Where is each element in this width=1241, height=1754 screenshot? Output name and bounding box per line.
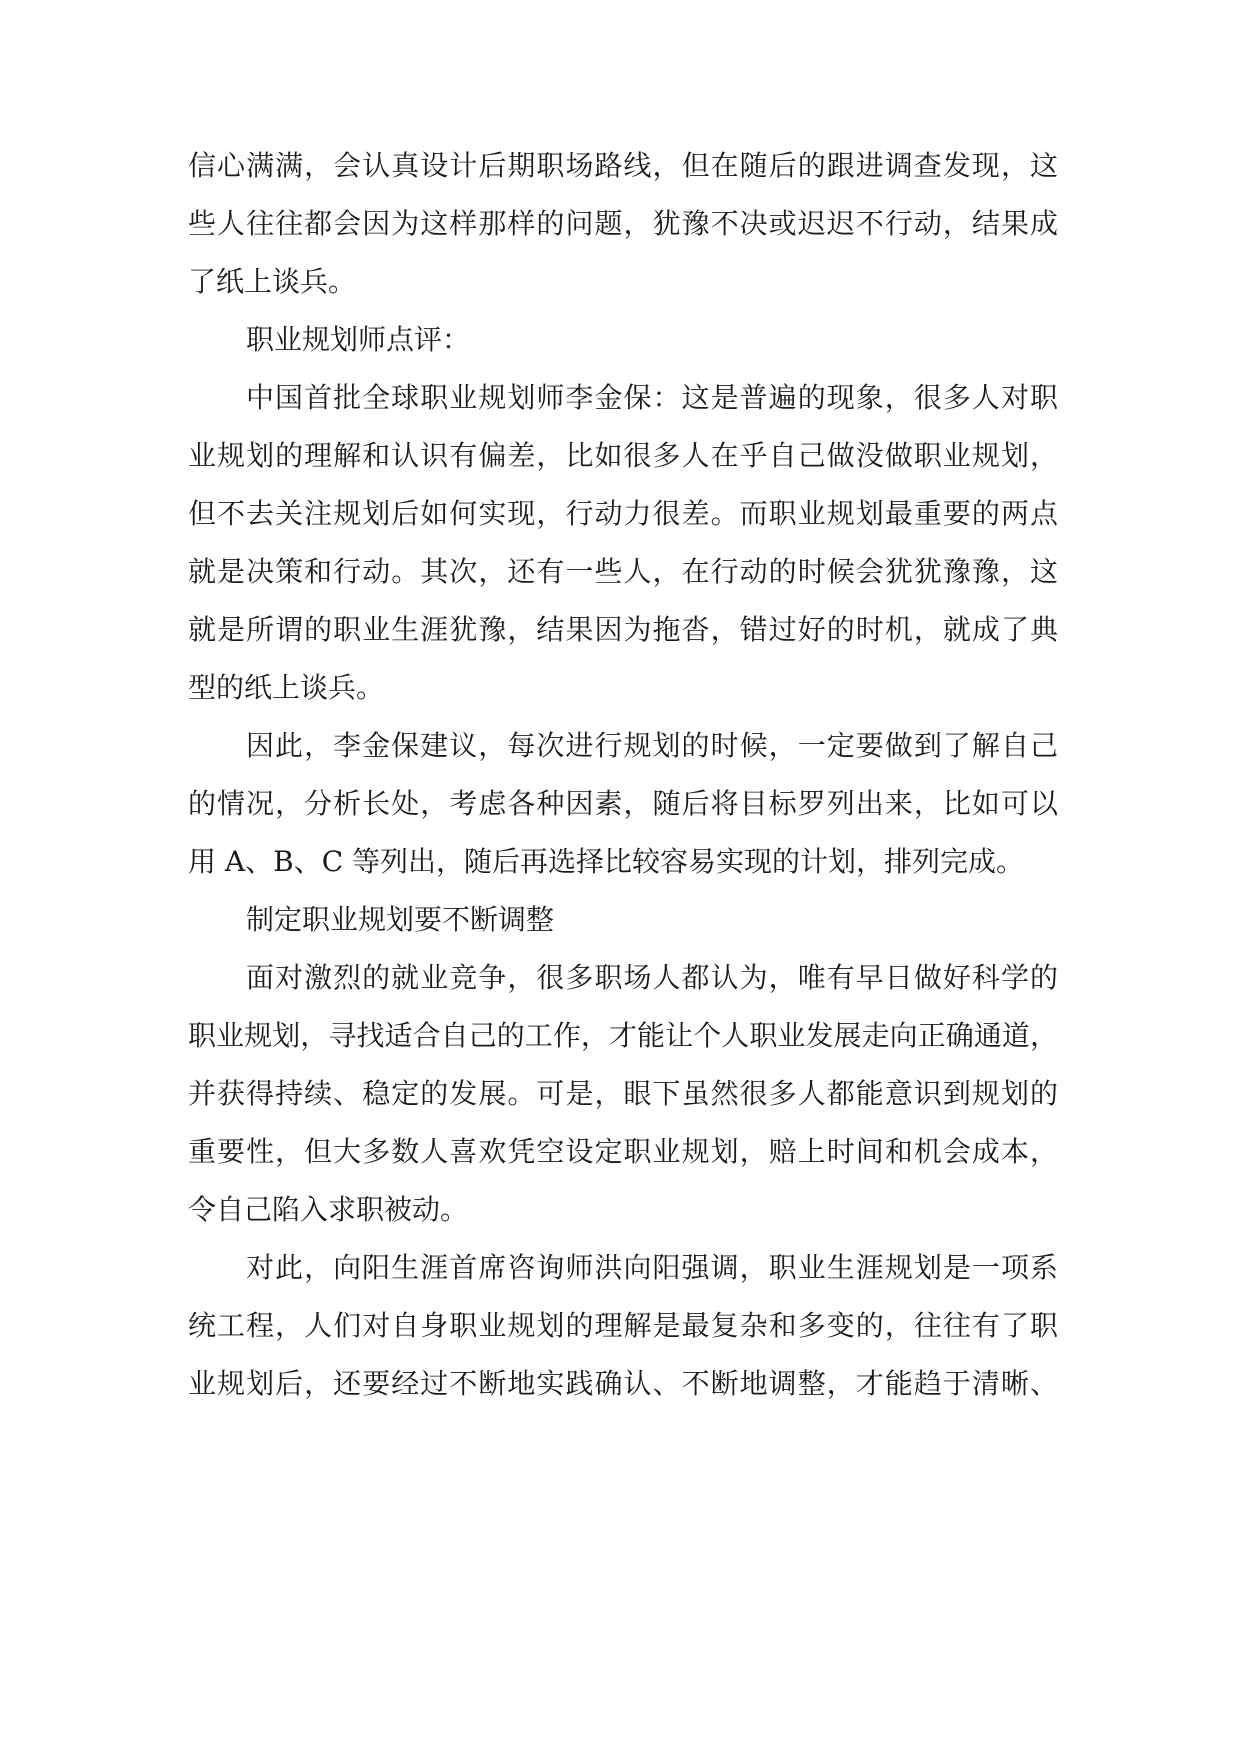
text-line: 重要性，但大多数人喜欢凭空设定职业规划，赔上时间和机会成本， <box>188 1135 1058 1168</box>
text-line: 的情况，分析长处，考虑各种因素，随后将目标罗列出来，比如可以 <box>188 787 1058 820</box>
text-line: 对此，向阳生涯首席咨询师洪向阳强调，职业生涯规划是一项系 <box>246 1251 1058 1284</box>
section-label: 职业规划师点评： <box>246 323 471 356</box>
text-line: 用 A、B、C 等列出，随后再选择比较容易实现的计划，排列完成。 <box>188 845 1025 878</box>
text-line: 就是所谓的职业生涯犹豫，结果因为拖沓，错过好的时机，就成了典 <box>188 613 1058 646</box>
text-line: 信心满满，会认真设计后期职场路线，但在随后的跟进调查发现，这 <box>188 149 1058 182</box>
text-line: 型的纸上谈兵。 <box>188 671 385 704</box>
text-line: 因此，李金保建议，每次进行规划的时候，一定要做到了解自己 <box>246 729 1058 762</box>
text-line: 统工程，人们对自身职业规划的理解是最复杂和多变的，往往有了职 <box>188 1309 1058 1342</box>
text-line: 业规划的理解和认识有偏差，比如很多人在乎自己做没做职业规划， <box>188 439 1058 472</box>
text-line: 职业规划，寻找适合自己的工作，才能让个人职业发展走向正确通道， <box>188 1019 1058 1052</box>
section-heading: 制定职业规划要不断调整 <box>246 903 555 936</box>
text-line: 业规划后，还要经过不断地实践确认、不断地调整，才能趋于清晰、 <box>188 1367 1058 1400</box>
text-line: 些人往往都会因为这样那样的问题，犹豫不决或迟迟不行动，结果成 <box>188 207 1058 240</box>
text-line: 面对激烈的就业竞争，很多职场人都认为，唯有早日做好科学的 <box>246 961 1058 994</box>
text-line: 令自己陷入求职被动。 <box>188 1193 469 1226</box>
text-line: 就是决策和行动。其次，还有一些人，在行动的时候会犹犹豫豫，这 <box>188 555 1058 588</box>
text-line: 并获得持续、稳定的发展。可是，眼下虽然很多人都能意识到规划的 <box>188 1077 1058 1110</box>
text-line: 中国首批全球职业规划师李金保：这是普遍的现象，很多人对职 <box>246 381 1058 414</box>
text-line: 但不去关注规划后如何实现，行动力很差。而职业规划最重要的两点 <box>188 497 1058 530</box>
text-line: 了纸上谈兵。 <box>188 265 357 298</box>
